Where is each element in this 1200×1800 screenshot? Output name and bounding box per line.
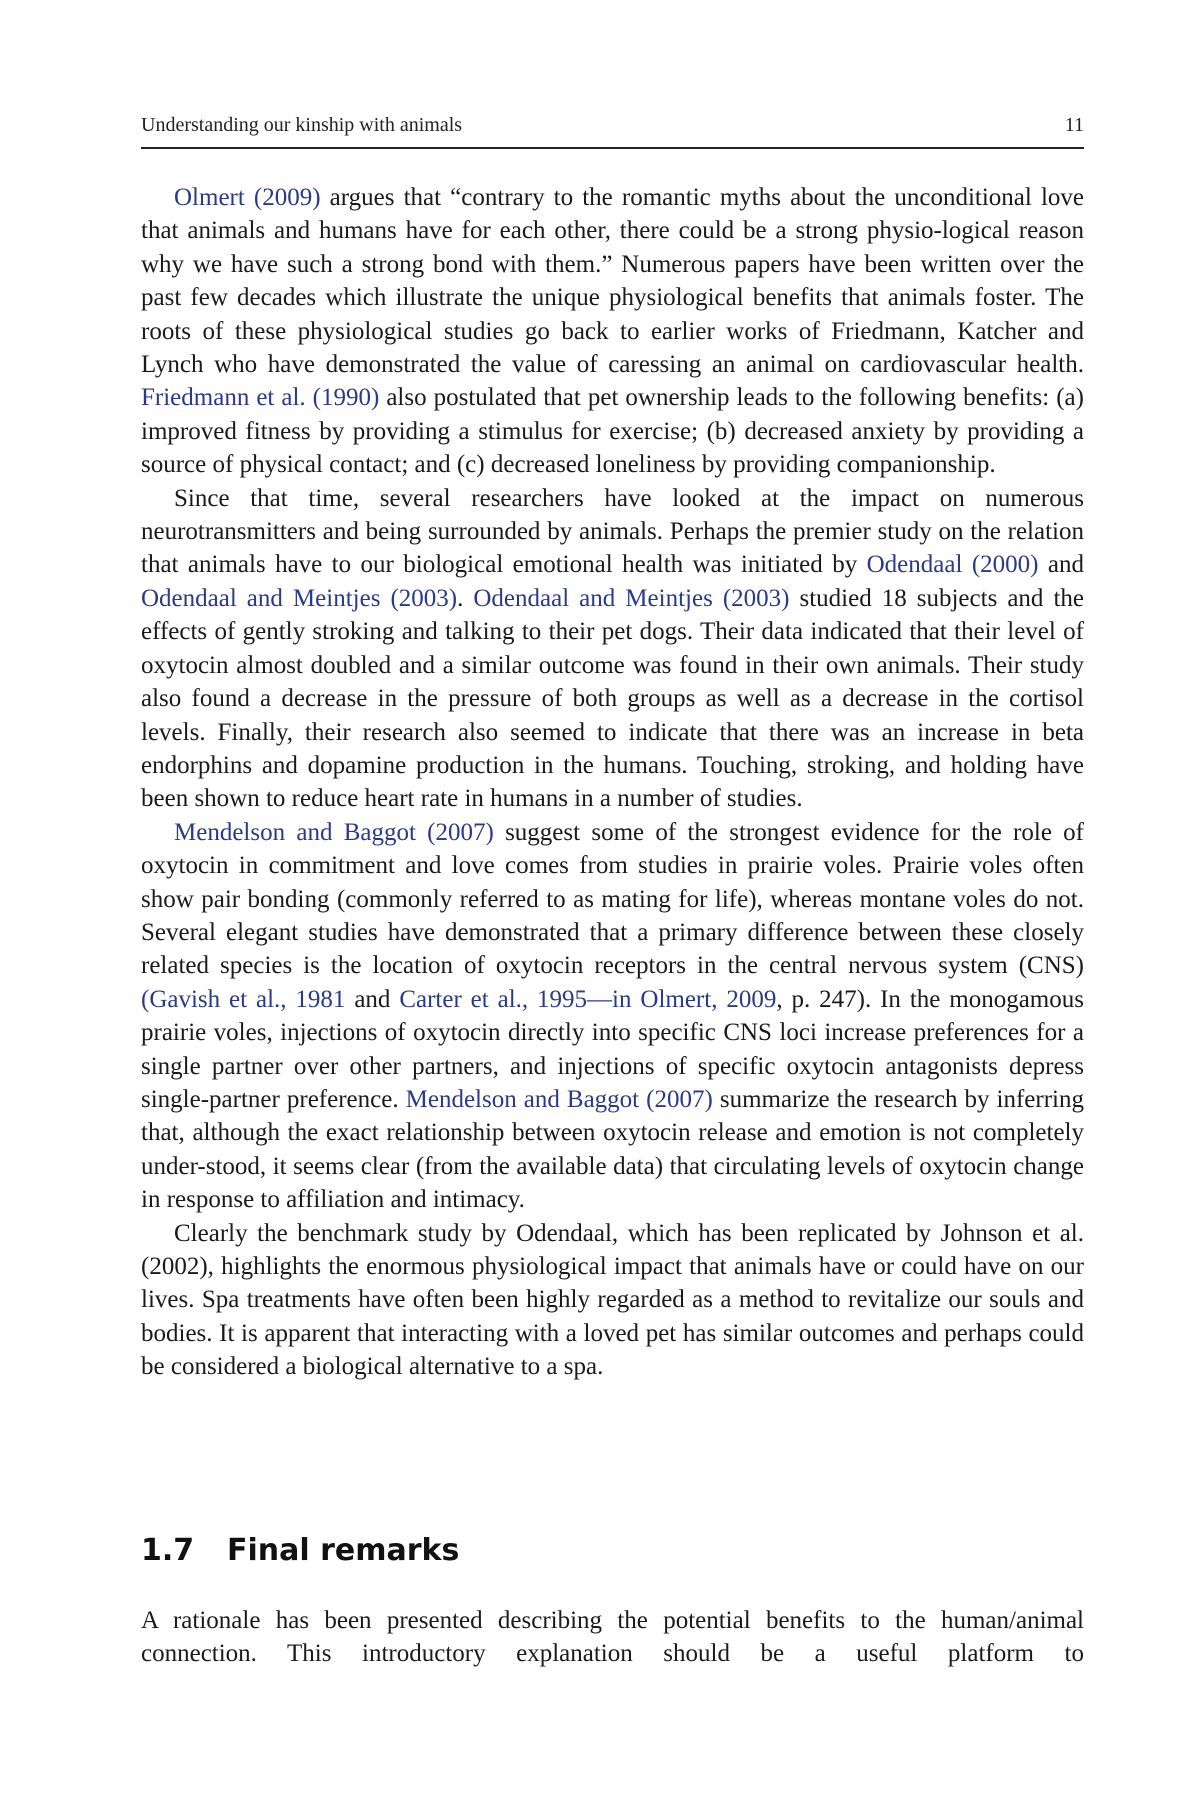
paragraph-text: Clearly the benchmark study by Odendaal, which has been replicated by Johnson et al. (2002), highlights the enormous physiological impact that animals have or could have on our lives. Spa treatments have often been highly regarded as a method to revitalize our souls and bodies. It is apparent that interacting with a loved pet has similar outcomes and perhaps could be considered a biological alternative to a spa. (141, 1219, 1084, 1381)
paragraph-text: and (345, 985, 400, 1013)
paragraph-text: also postulated that pet ownership leads to the following benefits: (a) improved fitness by providing a stimulus for exercise; (b) decreased anxiety by providing a source of physical contact; and (c) decreased loneliness by providing companionship. (141, 384, 1084, 479)
citation-link[interactable]: Mendelson and Baggot (2007) (405, 1085, 713, 1113)
section-heading (141, 1533, 1084, 1568)
citation-link[interactable]: Olmert (2009) (174, 184, 321, 211)
header-rule (141, 147, 1084, 149)
section-body (141, 1604, 1084, 1671)
citation-link[interactable]: Mendelson and Baggot (2007) (174, 818, 494, 846)
paragraph-text: argues that “contrary to the romantic myths about the unconditional love that animals and humans have for each other, there could be a strong physio-logical reason why we have such a strong bond with them.” Numerous papers have been written over the past few decades which illustrate the unique physiological benefits that animals foster. The roots of these physiological studies go back to earlier works of Friedmann, Katcher and Lynch who have demonstrated the value of caressing an animal on cardiovascular health. (141, 184, 1084, 379)
body-paragraph (141, 816, 1084, 1217)
citation-link[interactable]: Odendaal and Meintjes (2003) (141, 584, 458, 612)
paragraph-text: studied 18 subjects and the effects of gently stroking and talking to their pet dogs. Their data indicated that their level of oxytocin almost doubled and a similar outcome was found in their own animals. Their study also found a decrease in the pressure of both groups as well as a decrease in the cortisol levels. Finally, their research also seemed to indicate that there was an increase in beta endorphins and dopamine production in the humans. Touching, stroking, and holding have been shown to reduce heart rate in humans in a number of studies. (141, 584, 1084, 813)
citation-link[interactable]: Friedmann et al. (1990) (141, 384, 380, 412)
paragraph-text: and (1038, 551, 1084, 579)
running-head-title: Understanding our kinship with animals (141, 114, 463, 136)
body-paragraph (141, 181, 1084, 482)
paragraph-text: suggest some of the strongest evidence for the role of oxytocin in commitment and love comes from studies in prairie voles. Prairie voles often show pair bonding (commonly referred to as mating for life), whereas montane voles do not. Several elegant studies have demonstrated that a primary difference between these closely related species is the location of oxytocin receptors in the central nervous system (CNS) (141, 818, 1085, 980)
section-number: 1.7 (141, 1533, 195, 1568)
paragraph-text: Since that time, several researchers have looked at the impact on numerous neurotransmitters and being surrounded by animals. Perhaps the premier study on the relation that animals have to our biological emotional health was initiated by (141, 484, 1084, 579)
paragraph-text: . (457, 584, 474, 612)
citation-link[interactable]: Odendaal and Meintjes (2003) (473, 584, 790, 612)
citation-link[interactable]: Odendaal (2000) (866, 551, 1039, 579)
citation-link[interactable]: Carter et al., 1995—in Olmert, 2009 (399, 985, 777, 1013)
citation-link[interactable]: (Gavish et al., 1981 (141, 985, 346, 1013)
paragraph-text: , p. 247). In the monogamous prairie voles, injections of oxytocin directly into specific CNS loci increase preferences for a single partner over other partners, and injections of specific oxytocin antagonists depress single-partner preference. (141, 985, 1084, 1113)
body-paragraph (141, 482, 1084, 816)
section-title: Final remarks (227, 1533, 460, 1568)
paragraph-text: summarize the research by inferring that, although the exact relationship between oxytocin release and emotion is not completely under-stood, it seems clear (from the available data) that circulating levels of oxytocin change in response to affiliation and intimacy. (141, 1085, 1084, 1214)
page-number: 11 (1064, 114, 1084, 136)
body-paragraph (141, 1217, 1084, 1384)
body-text (141, 181, 1084, 1384)
section-paragraph: A rationale has been presented describing the potential benefits to the human/animal connection. This introductory explanation should be a useful platform to (141, 1607, 1084, 1668)
running-head (141, 114, 1084, 137)
